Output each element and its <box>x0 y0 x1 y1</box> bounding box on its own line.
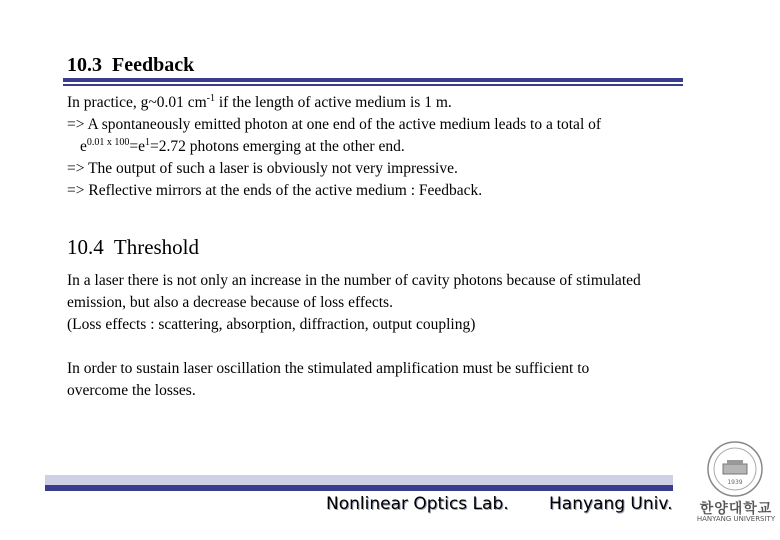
superscript: -1 <box>206 93 215 104</box>
university-logo <box>694 440 778 524</box>
feedback-line-4: => The output of such a laser is obviously not very impressive. <box>67 160 458 177</box>
threshold-line: (Loss effects : scattering, absorption, diffraction, output coupling) <box>67 316 476 333</box>
threshold-paragraph-2 <box>67 358 757 402</box>
text-segment: if the length of active medium is 1 m. <box>215 94 452 111</box>
footer-lab-name: Nonlinear Optics Lab. <box>326 494 509 514</box>
divider-thick-line <box>63 78 683 82</box>
logo-english-name: HANYANG UNIVERSITY <box>696 515 776 523</box>
feedback-line-3 <box>67 136 757 158</box>
footer-accent-line <box>45 485 673 491</box>
feedback-line-1 <box>67 92 757 114</box>
section-title-feedback: 10.3 Feedback <box>67 54 195 76</box>
threshold-line: emission, but also a decrease because of loss effects. <box>67 294 393 311</box>
seal-year: 1939 <box>727 479 743 486</box>
superscript: 0.01 x 100 <box>86 137 130 148</box>
title-divider <box>63 78 683 86</box>
feedback-line-5: => Reflective mirrors at the ends of the active medium : Feedback. <box>67 182 483 199</box>
divider-thin-line <box>63 84 683 86</box>
text-segment: In practice, g~0.01 cm <box>67 94 207 111</box>
text-segment: =e <box>129 138 146 155</box>
threshold-line: In a laser there is not only an increase in the number of cavity photons because of stimulated <box>67 272 641 289</box>
threshold-line: overcome the losses. <box>67 382 196 399</box>
text-segment: e <box>80 138 87 155</box>
footer-university: Hanyang Univ. <box>549 494 673 514</box>
threshold-line: In order to sustain laser oscillation the stimulated amplification must be sufficient to <box>67 360 590 377</box>
university-seal-icon <box>706 440 764 498</box>
feedback-line-2: => A spontaneously emitted photon at one end of the active medium leads to a total of <box>67 116 602 133</box>
footer-band <box>45 475 673 491</box>
text-segment: =2.72 photons emerging at the other end. <box>150 138 405 155</box>
section-title-threshold: 10.4 Threshold <box>67 235 200 259</box>
superscript: 1 <box>145 137 151 148</box>
threshold-paragraph-1 <box>67 270 757 336</box>
logo-korean-name: 한양대학교 <box>699 501 773 517</box>
feedback-paragraph <box>67 92 757 202</box>
